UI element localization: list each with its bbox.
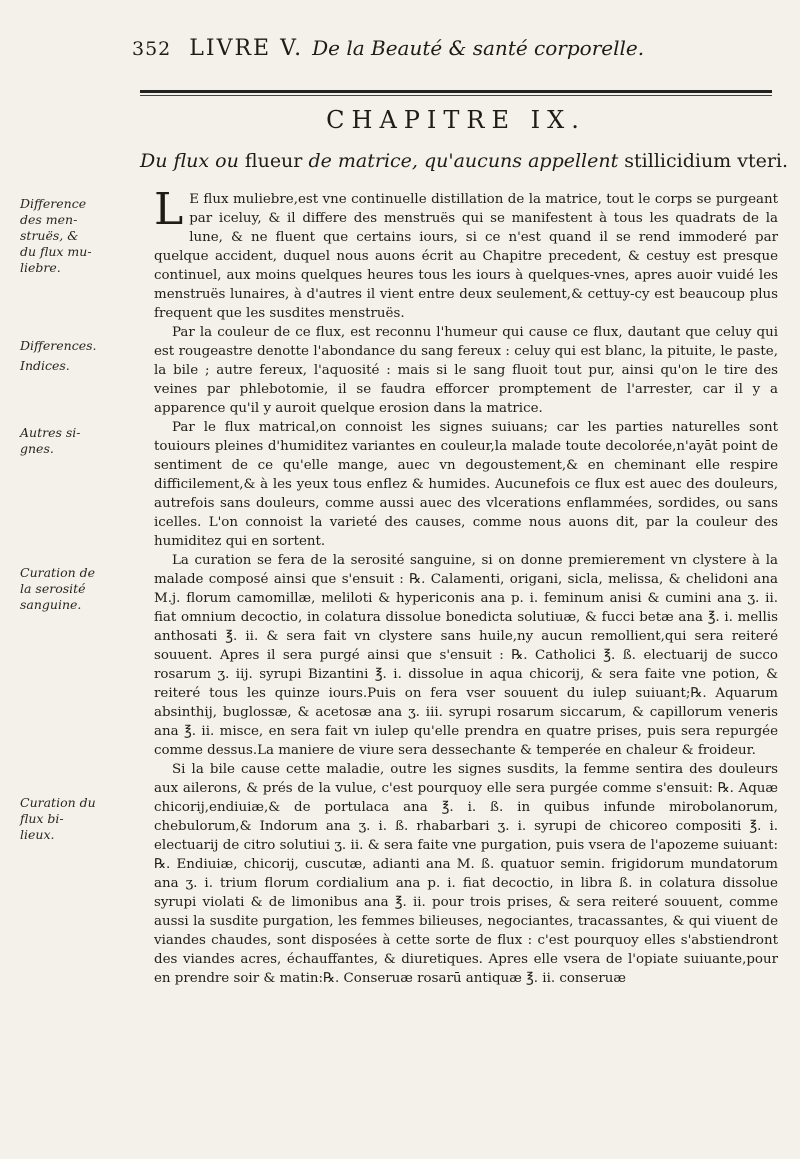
subtitle-part-3: de matrice, qu'aucuns appellent [308, 150, 619, 172]
chapter-heading: CHAPITRE IX. [326, 106, 586, 134]
paragraph: Par la couleur de ce flux, est reconnu l'humeur qui cause ce flux, dautant que celuy qui est rougeastre denotte l'abondance du sang fereux : celuy qui est blanc, la pituite, le paste, la bile ; autre fereux, l'aquosité : mais si le sang fluoit tout pur, ainsi qu'on le tire des veines par phlebotomie, il se faudra efforcer promptement de l'arrester, car il y a apparence qu'il y auroit quelque erosion dans la matrice. [154, 325, 778, 416]
paragraph: La curation se fera de la serosité sanguine, si on donne premierement vn clystere à la malade composé ainsi que s'ensuit : ℞. Calamenti, origani, sicla, melissa, & chelidoni ana M.j. florum camomillæ, meliloti & hypericonis ana p. i. feminum anisi & cumini ana ʒ. ii. fiat omnium decoctio, in colatura dissolue bonedicta solutiuæ, & fucci betæ ana ℥. i. mellis anthosati ℥. ii. & sera fait vn clystere sans huile,ny aucun remollient,qui sera reiteré souuent. Apres il sera purgé ainsi que s'ensuit : ℞. Catholici ℥. ß. electuarij de succo rosarum ʒ. iij. syrupi Bizantini ℥. i. dissolue in aqua chicorij, & sera faite vne potion, & reiteré tous les quinze iours.Puis on fera vser souuent du iulep suiuant;℞. Aquarum absinthij, buglossæ, & acetosæ ana ʒ. iii. syrupi rosarum siccarum, & capillorum veneris ana ℥. ii. misce, en sera fait vn iulep qu'elle prendra en quatre prises, puis sera repurgée comme dessus.La maniere de viure sera dessechante & temperée en chaleur & froideur. [154, 553, 778, 758]
paragraph-text: E flux muliebre,est vne continuelle distillation de la matrice, tout le corps se purgeant par iceluy, & il differe des menstruës qui se manifestent à tous les quadrats de la lune, & ne fluent que certains iours, si ce n'est quand il se rend immoderé par quelque accident, duquel nous auons écrit au Chapitre precedent, & cestuy est presque continuel, aux moins quelques heures tous les iours à quelques-vnes, apres auoir vuidé les menstruës lunaires, à d'autres il vient entre deux seulement,& cettuy-cy est beaucoup plus frequent que les susdites menstruës. [154, 192, 778, 321]
margin-note-line: Difference [20, 196, 87, 211]
drop-capital: L [154, 184, 184, 235]
running-title-book: LIVRE V. [189, 36, 304, 61]
chapter-subtitle [140, 150, 789, 172]
margin-note-line: liebre. [20, 260, 61, 275]
page-number: 352 [132, 38, 172, 60]
margin-note-line: la serosité [20, 581, 86, 596]
margin-note-differences [20, 338, 138, 354]
header-rule [140, 90, 772, 93]
margin-note-difference [20, 196, 138, 276]
subtitle-part-1: Du flux ou [140, 150, 239, 172]
running-head [132, 36, 772, 70]
margin-note-line: struës, & [20, 228, 79, 243]
margin-note-line: des men- [20, 212, 78, 227]
margin-note-curation-bilieux [20, 795, 138, 843]
paragraph: Par le flux matrical,on connoist les signes suiuans; car les parties naturelles sont touiours pleines d'humiditez variantes en couleur,la malade toute decolorée,n'ayāt point de sentiment de ce qu'elle mange, auec vn degoustement,& en cheminant elle respire difficilement,& à les yeux tous enflez & humides. Aucunefois ce flux est auec des douleurs, autrefois sans douleurs, comme aussi auec des vlcerations enflammées, sordides, ou sans icelles. L'on connoist la varieté des causes, comme nous auons dit, par la couleur des humiditez qui en sortent. [154, 420, 778, 549]
paragraph: Si la bile cause cette maladie, outre les signes susdits, la femme sentira des douleurs aux ailerons, & prés de la vulue, c'est pourquoy elle sera purgée comme s'ensuit: ℞. Aquæ chicorij,endiuiæ,& de portulaca ana ℥. i. ß. in quibus infunde mirobolanorum, chebulorum,& Indorum ana ʒ. i. ß. rhabarbari ʒ. i. syrupi de chicoreo compositi ℥. i. electuarij de citro solutiui ʒ. ii. & sera faite vne purgation, puis vsera de l'apozeme suiuant: ℞. Endiuiæ, chicorij, cuscutæ, adianti ana M. ß. quatuor semin. frigidorum mundatorum ana ʒ. i. trium florum cordialium ana p. i. fiat decoctio, in libra ß. in colatura dissolue syrupi violati & de limonibus ana ℥. ii. pour trois prises, & sera reiteré souuent, comme aussi la susdite purgation, les femmes bilieuses, negociantes, tracassantes, & qui viuent de viandes chaudes, sont disposées à cette sorte de flux : c'est pourquoy elles s'abstiendront des viandes acres, échauffantes, & diuretiques. Apres elle vsera de l'opiate suiuante,pour en prendre soir & matin:℞. Conseruæ rosarū antiquæ ℥. ii. conseruæ [154, 762, 778, 986]
margin-note-line: sanguine. [20, 597, 82, 612]
margin-note-line: gnes. [20, 441, 54, 456]
running-title [189, 36, 644, 61]
margin-note-line: Curation du [20, 795, 96, 810]
margin-note-indices [20, 358, 138, 374]
subtitle-part-2: flueur [244, 150, 303, 172]
margin-note-line: lieux. [20, 827, 55, 842]
margin-note-line: du flux mu- [20, 244, 92, 259]
margin-note-autres-signes [20, 425, 138, 457]
margin-note-line: flux bi- [20, 811, 64, 826]
subtitle-part-4: stillicidium vteri. [624, 150, 789, 172]
paragraph [154, 184, 778, 323]
header-rule-thin [140, 95, 772, 96]
running-title-subject: De la Beauté & santé corporelle. [312, 36, 645, 60]
margin-note-curation-serosite [20, 565, 138, 613]
chapter-body [154, 184, 778, 988]
margin-note-line: Curation de [20, 565, 96, 580]
margin-note-line: Differences. [20, 338, 97, 353]
margin-note-line: Autres si- [20, 425, 81, 440]
margin-note-line: Indices. [20, 358, 70, 373]
